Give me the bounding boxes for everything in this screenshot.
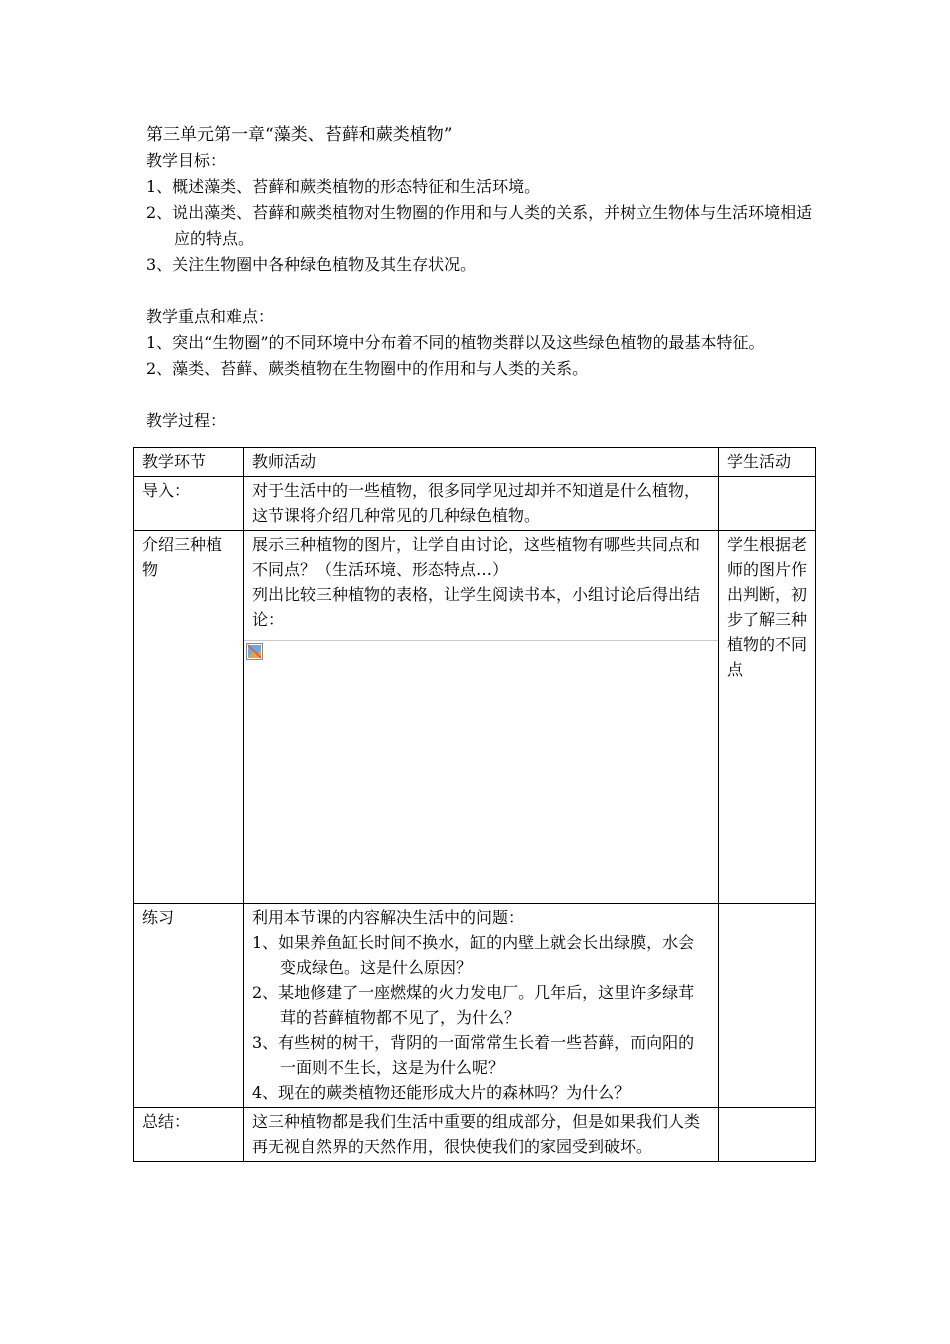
teacher-text: 对于生活中的一些植物，很多同学见过却并不知道是什么植物，这节课将介绍几种常见的几种绿色植物。 xyxy=(252,481,701,525)
header-teacher: 教师活动 xyxy=(244,448,719,477)
exercise-item: 1、如果养鱼缸长时间不换水，缸的内壁上就会长出绿膜，水会变成绿色。这是什么原因？ xyxy=(252,933,695,977)
teacher-cell xyxy=(244,904,719,1108)
table-row xyxy=(134,531,816,904)
exercise-item: 4、现在的蕨类植物还能形成大片的森林吗？为什么？ xyxy=(252,1083,631,1102)
teacher-text: 这三种植物都是我们生活中重要的组成部分，但是如果我们人类再无视自然界的天然作用，很快使我们的家园受到破坏。 xyxy=(252,1112,701,1156)
objective-item: 3、关注生物圈中各种绿色植物及其生存状况。 xyxy=(146,255,477,274)
teacher-text: 展示三种植物的图片，让学自由讨论，这些植物有哪些共同点和不同点？（生活环境、形态特点…） xyxy=(252,535,701,579)
document-title: 第三单元第一章“藻类、苔藓和蕨类植物” xyxy=(146,125,453,145)
student-cell xyxy=(719,1108,816,1162)
student-cell xyxy=(719,904,816,1108)
teacher-text: 列出比较三种植物的表格，让学生阅读书本，小组讨论后得出结论： xyxy=(252,585,701,629)
document-body xyxy=(146,122,816,434)
student-cell: 学生根据老师的图片作出判断，初步了解三种植物的不同点 xyxy=(719,531,816,904)
exercise-intro: 利用本节课的内容解决生活中的问题： xyxy=(252,908,525,927)
teacher-cell xyxy=(244,477,719,531)
exercise-item: 2、某地修建了一座燃煤的火力发电厂。几年后，这里许多绿茸茸的苔藓植物都不见了，为什么？ xyxy=(252,983,695,1027)
stage-cell: 介绍三种植物 xyxy=(134,531,244,904)
stage-cell: 练习 xyxy=(134,904,244,1108)
key-points-heading: 教学重点和难点： xyxy=(146,307,275,326)
exercise-item: 3、有些树的树干，背阴的一面常常生长着一些苔藓，而向阳的一面则不生长，这是为什么呢？ xyxy=(252,1033,695,1077)
table-row xyxy=(134,904,816,1108)
header-student: 学生活动 xyxy=(719,448,816,477)
comparison-table-image xyxy=(244,640,718,901)
teacher-cell xyxy=(244,531,719,904)
teaching-process-table xyxy=(133,447,816,1162)
student-cell xyxy=(719,477,816,531)
header-stage: 教学环节 xyxy=(134,448,244,477)
table-row xyxy=(134,477,816,531)
teacher-cell xyxy=(244,1108,719,1162)
table-row xyxy=(134,1108,816,1162)
objective-item: 1、概述藻类、苔藓和蕨类植物的形态特征和生活环境。 xyxy=(146,177,541,196)
table-header-row xyxy=(134,448,816,477)
broken-image-icon xyxy=(246,643,263,660)
stage-cell: 导入： xyxy=(134,477,244,531)
key-point-item: 2、藻类、苔藓、蕨类植物在生物圈中的作用和与人类的关系。 xyxy=(146,359,589,378)
stage-cell: 总结： xyxy=(134,1108,244,1162)
objectives-heading: 教学目标： xyxy=(146,151,227,170)
key-point-item: 1、突出“生物圈”的不同环境中分布着不同的植物类群以及这些绿色植物的最基本特征。 xyxy=(146,333,765,352)
process-heading: 教学过程： xyxy=(146,411,227,430)
objective-item: 2、说出藻类、苔藓和蕨类植物对生物圈的作用和与人类的关系，并树立生物体与生活环境相适应的特点。 xyxy=(146,203,813,248)
